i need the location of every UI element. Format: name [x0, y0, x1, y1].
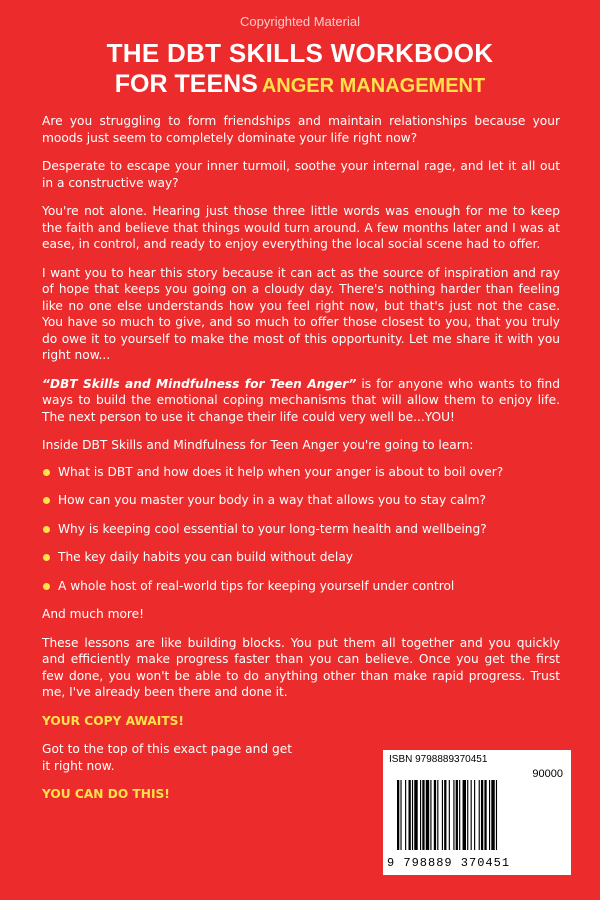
title-accent: ANGER MANAGEMENT: [261, 75, 486, 97]
list-item: A whole host of real-world tips for keeping yourself under control: [42, 578, 560, 595]
paragraph-1: Are you struggling to form friendships and maintain relationships because your moods just seem to completely dominate your life right now?: [42, 114, 560, 145]
learn-intro: Inside DBT Skills and Mindfulness for Teen Anger you're going to learn:: [42, 438, 474, 452]
copyright-watermark: Copyrighted Material: [240, 14, 360, 29]
title-line-2: [0, 70, 600, 99]
title-line-1: THE DBT SKILLS WORKBOOK: [106, 38, 494, 68]
quote-rest: is for anyone who wants to find ways to build the emotional coping mechanisms that will allow them to enjoy life. The next person to use it change their life could very well be...YOU!: [42, 376, 560, 424]
isbn-label: ISBN 9798889370451: [389, 754, 488, 765]
book-title-quote: “DBT Skills and Mindfulness for Teen Anger”: [42, 376, 357, 391]
learn-list: [42, 464, 560, 595]
much-more: And much more!: [42, 607, 145, 621]
barcode-icon: [397, 780, 563, 850]
list-item: What is DBT and how does it help when your anger is about to boil over?: [42, 464, 560, 481]
cta-heading: YOUR COPY AWAITS!: [42, 713, 184, 728]
back-cover-copy: [42, 113, 560, 815]
cta-closing: YOU CAN DO THIS!: [42, 787, 170, 801]
isbn-barcode: [383, 750, 571, 875]
title-for-teens: FOR TEENS: [114, 70, 258, 98]
paragraph-3: You're not alone. Hearing just those three little words was enough for me to keep the faith and believe that things would turn around. A few months later and I was at ease, in control, and ready to enjoy everything the local social scene had to offer.: [42, 204, 560, 251]
paragraph-4: I want you to hear this story because it can act as the source of inspiration and ray of hope that keeps you going on a cloudy day. There's nothing harder than feeling like no one else understands how you feel right now, but that's just not the case. You have so much to give, and so much to offer those closest to you, that you truly do owe it to yourself to make the most of this opportunity. Let me share it with you right now...: [42, 265, 560, 362]
price-code: 90000: [532, 768, 563, 780]
list-item: How can you master your body in a way that allows you to stay calm?: [42, 492, 560, 509]
isbn-digits: 9 798889 370451: [387, 856, 511, 870]
paragraph-2: Desperate to escape your inner turmoil, soothe your internal rage, and let it all out in a constructive way?: [42, 159, 560, 190]
lessons-paragraph: These lessons are like building blocks. You put them all together and you quickly and efficiently make progress faster than you can believe. Once you get the first few done, you won't be able to do anything other than make rapid progress. Trust me, I've already been there and done it.: [42, 635, 560, 699]
quote-paragraph: [42, 376, 560, 426]
list-item: The key daily habits you can build without delay: [42, 549, 560, 566]
list-item: Why is keeping cool essential to your long-term health and wellbeing?: [42, 521, 560, 538]
cta-body: Got to the top of this exact page and get it right now.: [42, 742, 292, 773]
